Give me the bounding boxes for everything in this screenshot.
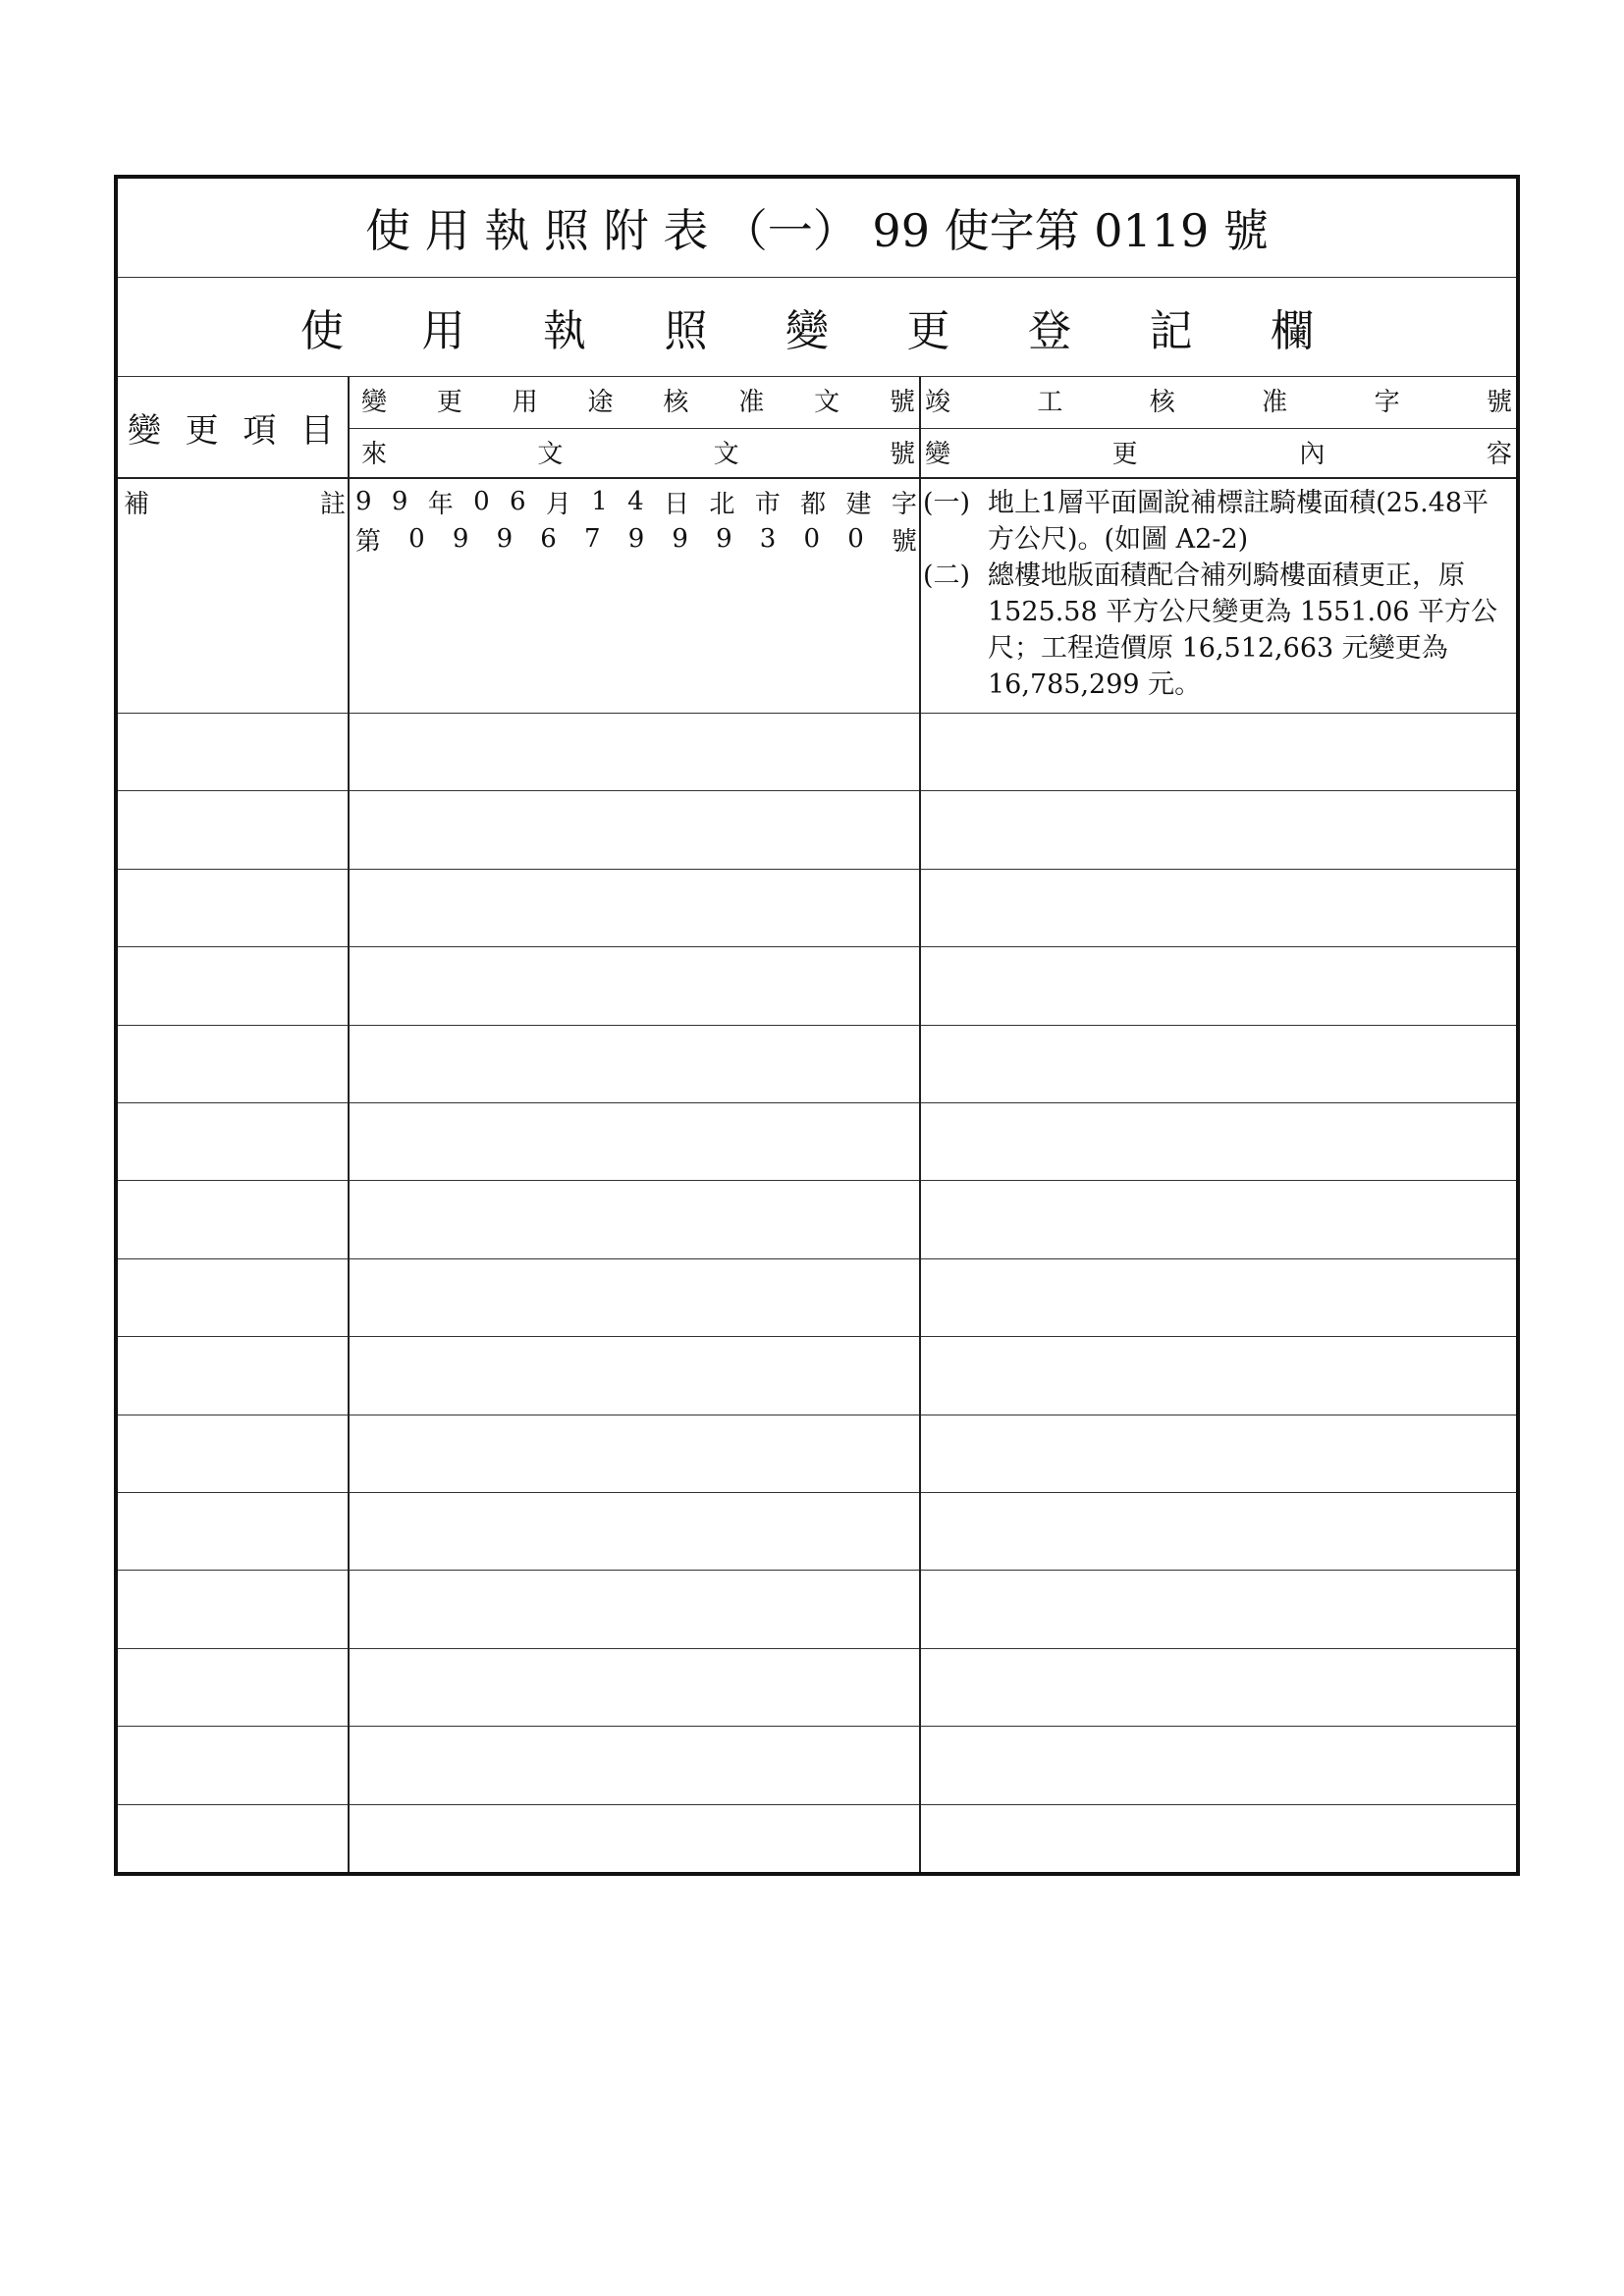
entry-doc-char: 9 [627,524,645,554]
page-title [118,179,1516,277]
section-title-char: 登 [1028,306,1071,356]
column-divider [348,377,350,1872]
empty-row-divider [118,1180,1516,1181]
empty-row-divider [118,1648,1516,1649]
header-char: 項 [243,410,277,451]
header-char: 更 [1111,439,1138,469]
empty-row-divider [118,1726,1516,1727]
entry-doc-char: 號 [891,526,917,557]
empty-row-divider [118,790,1516,791]
header-char: 准 [1262,387,1288,417]
entry-doc-char: 9 [452,524,469,554]
header-change-content [921,432,1516,471]
entry-doc-char: 年 [427,489,454,519]
entry-item-char: 補 [124,489,150,519]
entry-doc-char: 字 [891,489,917,519]
title-text: 使 用 執 照 附 表 （一） 99 使字第 0119 號 [365,204,1269,257]
entry-doc-char: 9 [716,524,732,554]
header-char: 號 [889,387,915,417]
divider [350,428,1516,429]
header-char: 更 [436,387,462,417]
section-title [300,278,1314,376]
permit-table [114,175,1520,1876]
section-title-char: 更 [906,306,950,356]
entry-doc-char: 9 [496,524,514,554]
entry-doc-char: 市 [754,489,781,519]
header-char: 來 [361,439,388,469]
header-char: 工 [1037,387,1063,417]
entry-doc-char: 1 [591,487,608,516]
empty-row-divider [118,1492,1516,1493]
header-char: 准 [738,387,765,417]
section-title-char: 用 [421,306,465,356]
change-content-item [923,558,1514,703]
divider [118,477,1516,479]
item-text: 總樓地版面積配合補列騎樓面積更正，原 1525.58 平方公尺變更為 1551.06 平方公尺；工程造價原 16,512,663 元變更為 16,785,299 元。 [988,561,1498,700]
entry-doc-char: 北 [709,489,735,519]
entry-doc-char: 建 [845,489,872,519]
entry-doc-char: 日 [664,489,690,519]
entry-doc-char: 3 [759,524,777,554]
header-completion-number [921,380,1516,419]
section-title-char: 記 [1149,306,1193,356]
entry-contents [923,485,1514,703]
entry-doc-char: 0 [408,524,425,554]
entry-item-char: 註 [319,489,346,519]
header-char: 文 [814,387,840,417]
header-char: 文 [713,439,739,469]
header-char: 號 [889,439,915,469]
header-char: 核 [1149,387,1175,417]
section-title-char: 使 [300,306,344,356]
section-title-char: 照 [664,306,708,356]
entry-doc-char: 9 [355,487,372,516]
empty-row-divider [118,1102,1516,1103]
empty-row-divider [118,1025,1516,1026]
header-incoming-doc [357,432,919,471]
divider [118,713,1516,714]
header-char: 核 [663,387,689,417]
entry-doc-char: 9 [391,487,408,516]
item-number: (一) [923,488,971,518]
header-char: 途 [587,387,614,417]
entry-doc-char: 9 [672,524,688,554]
header-char: 內 [1299,439,1326,469]
header-char: 容 [1486,439,1512,469]
entry-doc-char: 第 [355,526,382,557]
entry-doc-char: 0 [473,487,490,516]
entry-doc-line [353,522,919,556]
entry-doc-char: 4 [627,487,644,516]
header-char: 目 [299,410,334,451]
header-char: 變 [925,439,951,469]
change-content-item [923,485,1514,558]
empty-row-divider [118,946,1516,947]
header-char: 竣 [925,387,951,417]
entry-doc-char: 0 [803,524,821,554]
entry-doc-char: 6 [540,524,557,554]
header-char: 變 [361,387,388,417]
column-divider [919,377,921,1872]
entry-item [122,485,348,518]
item-number: (二) [923,561,971,591]
empty-row-divider [118,1570,1516,1571]
header-char: 更 [185,410,219,451]
entry-doc-line [353,485,919,518]
item-text: 地上1層平面圖說補標註騎樓面積(25.48平方公尺)。(如圖 A2-2) [988,488,1489,555]
section-title-char: 變 [785,306,829,356]
entry-doc-char: 月 [545,489,571,519]
section-title-char: 欄 [1271,306,1314,356]
entry-doc-char: 6 [510,487,526,516]
empty-row-divider [118,869,1516,870]
header-char: 文 [537,439,564,469]
header-approval-doc [357,380,919,419]
empty-row-divider [118,1258,1516,1259]
entry-doc-char: 7 [583,524,601,554]
header-char: 用 [512,387,538,417]
empty-row-divider [118,1336,1516,1337]
header-change-item [128,377,334,477]
header-char: 字 [1374,387,1400,417]
header-char: 號 [1486,387,1512,417]
entry-doc-char: 0 [847,524,864,554]
empty-row-divider [118,1804,1516,1805]
header-char: 變 [128,410,161,451]
section-title-char: 執 [543,306,586,356]
entry-doc-char: 都 [800,489,827,519]
